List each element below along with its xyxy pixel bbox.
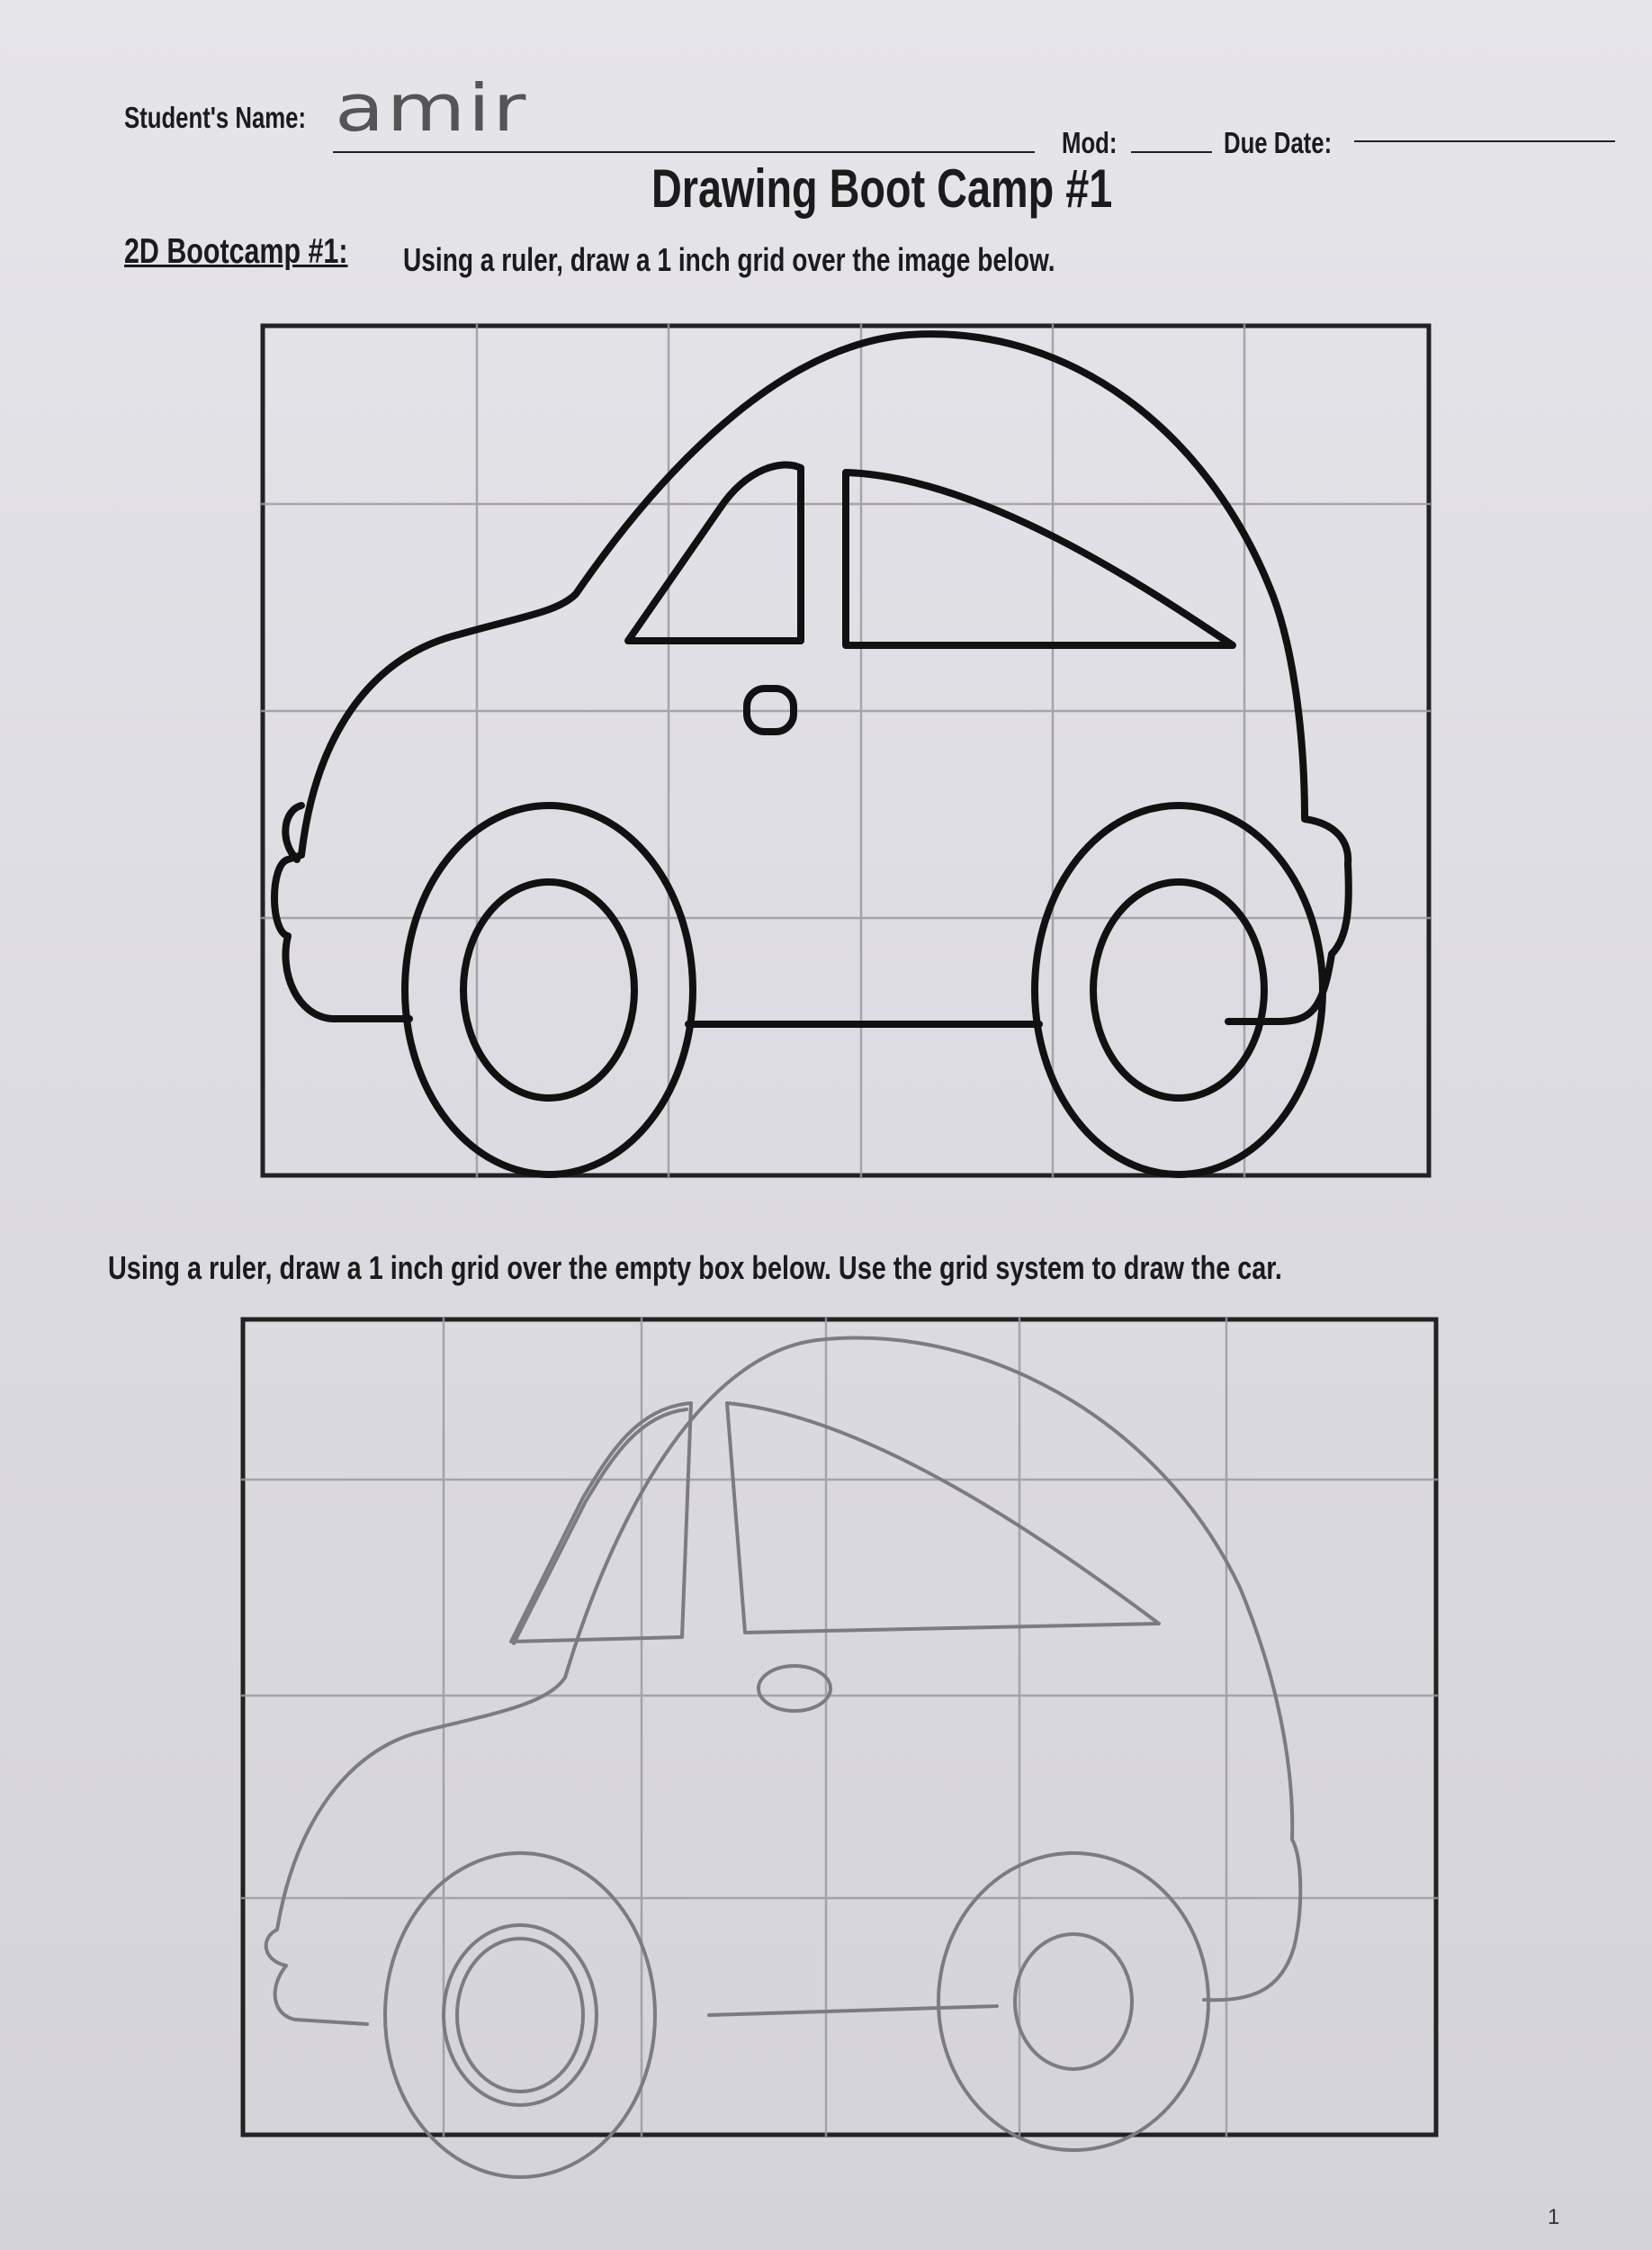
section1-instruction: Using a ruler, draw a 1 inch grid over the image below. [403, 241, 1055, 278]
page-number: 1 [1548, 2205, 1560, 2229]
student-name-label: Student's Name: [124, 101, 307, 134]
pencil-grid [261, 324, 1431, 1177]
student-pencil-grid [241, 1318, 1438, 2137]
student-pencil-car [266, 1338, 1301, 2177]
student-name-line [333, 151, 1035, 153]
page-title: Drawing Boot Camp #1 [651, 158, 1113, 219]
drawing-box [241, 1318, 1438, 2137]
section2-instruction: Using a ruler, draw a 1 inch grid over the empty box below. Use the grid system to draw the car. [108, 1249, 1282, 1286]
student-name-handwritten: amir [335, 70, 528, 146]
due-date-label: Due Date: [1224, 126, 1333, 159]
mod-line [1131, 151, 1212, 153]
printed-car [274, 334, 1349, 1174]
reference-image-box [261, 324, 1431, 1177]
due-date-line [1354, 140, 1615, 142]
mod-label: Mod: [1062, 126, 1118, 159]
section1-heading: 2D Bootcamp #1: [124, 232, 348, 271]
